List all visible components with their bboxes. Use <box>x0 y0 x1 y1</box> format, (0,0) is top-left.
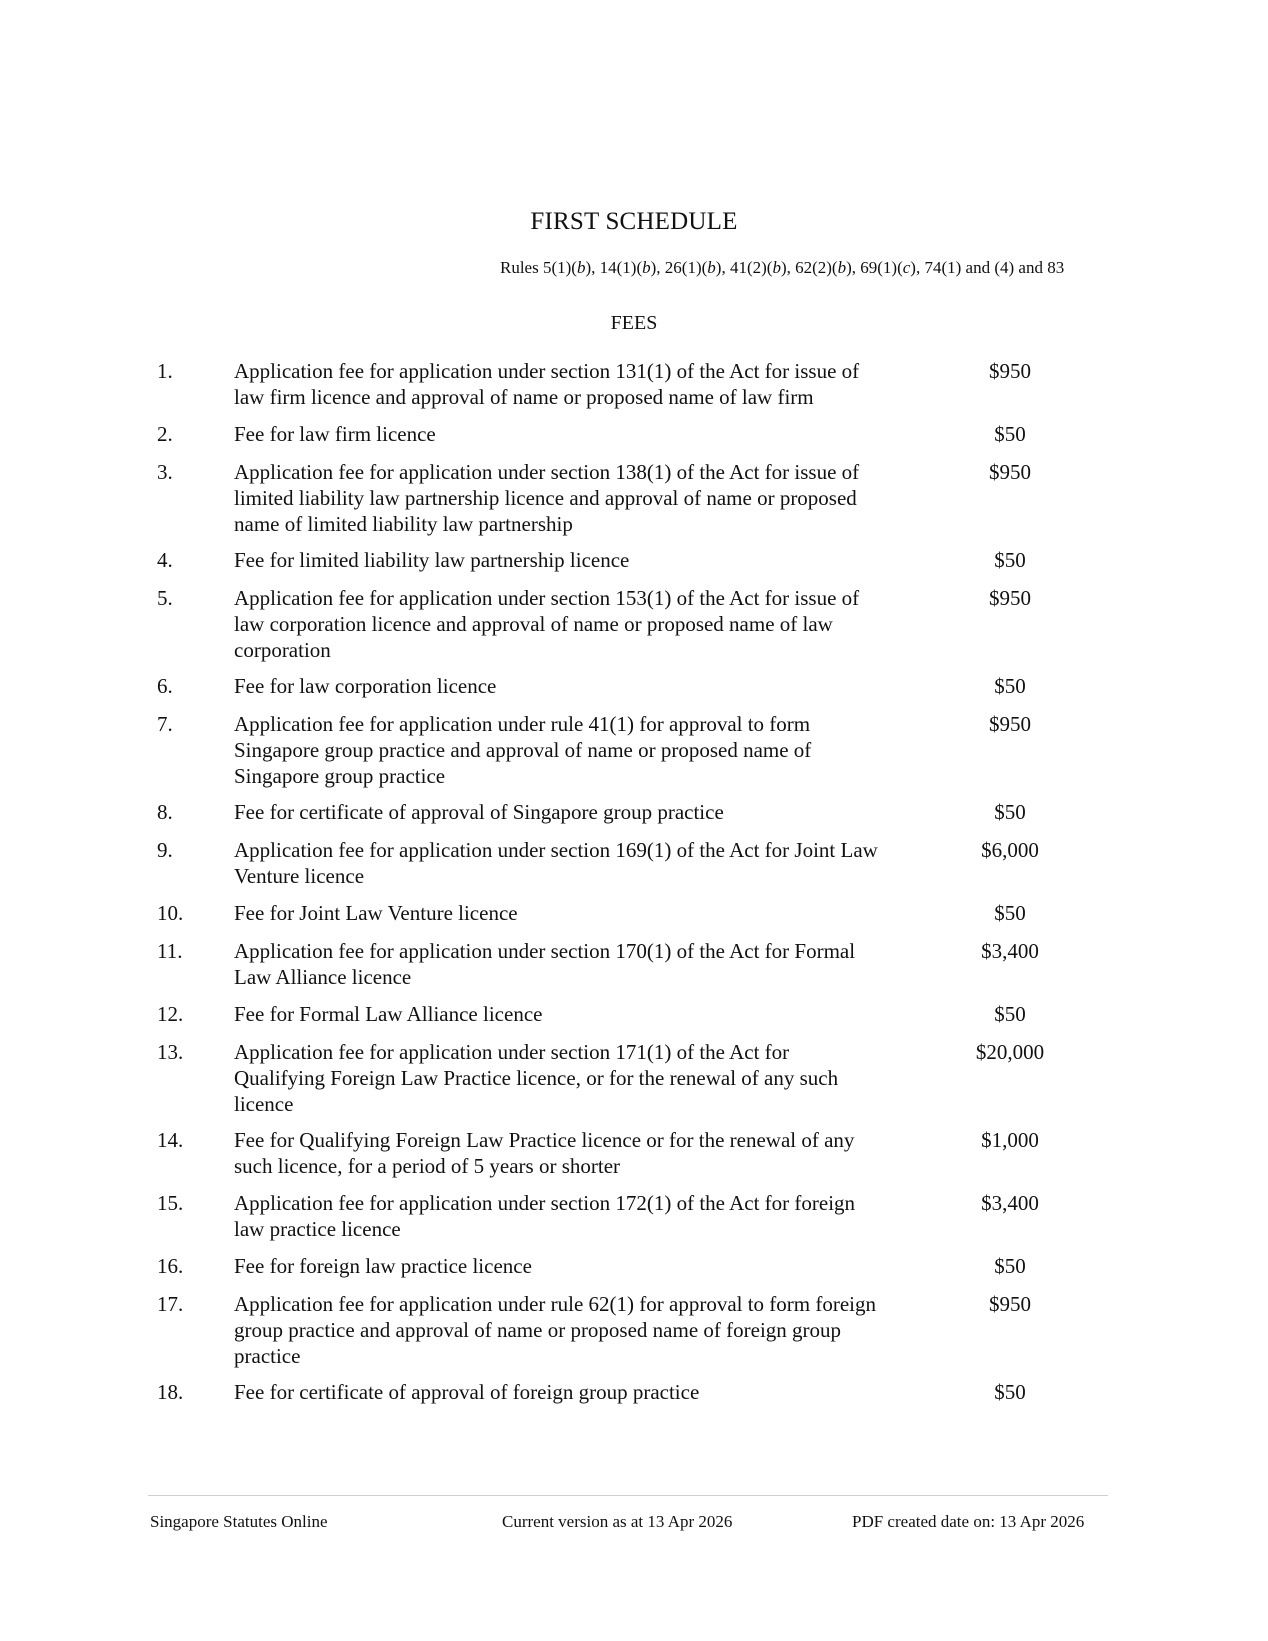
fee-item-number: 13. <box>157 1040 184 1064</box>
fee-item-number: 6. <box>157 674 173 698</box>
rules-reference-segment: b <box>837 258 847 277</box>
fee-amount: $6,000 <box>981 838 1039 862</box>
fee-item-number: 12. <box>157 1002 184 1026</box>
fee-description: Application fee for application under section 138(1) of the Act for issue of limited liability law partnership licence and approval of name or proposed name of limited liability law partnership <box>234 460 860 536</box>
rules-reference-segment: ), 69(1)( <box>846 258 903 277</box>
rules-reference-segment: ), 62(2)( <box>780 258 838 277</box>
footer-created-date: PDF created date on: 13 Apr 2026 <box>852 1512 1085 1531</box>
fee-amount: $50 <box>994 1254 1026 1278</box>
rules-reference-segment: c <box>902 258 911 277</box>
fee-description: Fee for certificate of approval of Singapore group practice <box>234 800 724 824</box>
footer-version: Current version as at 13 Apr 2026 <box>502 1512 733 1531</box>
fee-amount: $950 <box>989 359 1031 383</box>
fee-amount: $50 <box>994 901 1026 925</box>
fee-item-number: 8. <box>157 800 173 824</box>
fee-item-number: 2. <box>157 422 173 446</box>
rules-reference-segment: Rules 5(1)( <box>500 258 577 277</box>
fee-description: Application fee for application under section 171(1) of the Act for Qualifying Foreign Law Practice licence, or for the renewal of any such licence <box>234 1040 839 1116</box>
rules-reference-segment: ), 74(1) and (4) and 83 <box>910 258 1065 277</box>
fee-description: Fee for limited liability law partnership licence <box>234 548 630 572</box>
fee-description: Fee for Qualifying Foreign Law Practice licence or for the renewal of any such licence, for a period of 5 years or shorter <box>234 1128 855 1178</box>
fee-amount: $1,000 <box>981 1128 1039 1152</box>
rules-reference-segment: ), 14(1)( <box>585 258 643 277</box>
fee-amount: $50 <box>994 422 1026 446</box>
fee-description: Application fee for application under rule 41(1) for approval to form Singapore group practice and approval of name or proposed name of Singapore group practice <box>234 712 812 788</box>
rules-reference-segment: b <box>772 258 781 277</box>
fee-description: Fee for foreign law practice licence <box>234 1254 532 1278</box>
footer-divider <box>148 1495 1108 1496</box>
rules-reference-segment: ), 41(2)( <box>715 258 773 277</box>
fee-item-number: 14. <box>157 1128 184 1152</box>
fee-amount: $950 <box>989 586 1031 610</box>
rules-reference-segment: b <box>576 258 586 277</box>
rules-reference-segment: b <box>642 258 651 277</box>
fee-description: Application fee for application under section 169(1) of the Act for Joint Law Venture licence <box>234 838 878 888</box>
fee-amount: $950 <box>989 712 1031 736</box>
fee-item-number: 11. <box>157 939 183 963</box>
footer-source: Singapore Statutes Online <box>150 1512 328 1531</box>
fee-amount: $20,000 <box>975 1040 1045 1064</box>
fee-description: Fee for Formal Law Alliance licence <box>234 1002 543 1026</box>
fee-description: Application fee for application under section 170(1) of the Act for Formal Law Alliance licence <box>234 939 856 989</box>
fee-item-number: 1. <box>157 359 173 383</box>
fee-item-number: 15. <box>157 1191 184 1215</box>
fee-description: Application fee for application under section 153(1) of the Act for issue of law corporation licence and approval of name or proposed name of law corporation <box>234 586 860 662</box>
fee-description: Fee for Joint Law Venture licence <box>234 901 518 925</box>
schedule-title: FIRST SCHEDULE <box>530 208 738 235</box>
fee-item-number: 5. <box>157 586 173 610</box>
section-heading: FEES <box>610 312 658 334</box>
fee-amount: $3,400 <box>981 1191 1039 1215</box>
fee-item-number: 17. <box>157 1292 184 1316</box>
fee-amount: $950 <box>989 1292 1031 1316</box>
fee-description: Fee for law corporation licence <box>234 674 497 698</box>
fee-amount: $50 <box>994 1380 1026 1404</box>
fee-amount: $50 <box>994 548 1026 572</box>
fee-description: Fee for certificate of approval of foreign group practice <box>234 1380 700 1404</box>
fee-item-number: 4. <box>157 548 173 572</box>
fee-amount: $50 <box>994 800 1026 824</box>
fee-description: Fee for law firm licence <box>234 422 436 446</box>
fee-item-number: 18. <box>157 1380 184 1404</box>
fee-amount: $50 <box>994 1002 1026 1026</box>
fee-item-number: 10. <box>157 901 184 925</box>
fee-item-number: 16. <box>157 1254 184 1278</box>
fee-item-number: 7. <box>157 712 173 736</box>
fee-description: Application fee for application under section 131(1) of the Act for issue of law firm licence and approval of name or proposed name of law firm <box>234 359 860 409</box>
fee-description: Application fee for application under section 172(1) of the Act for foreign law practice licence <box>234 1191 856 1241</box>
rules-reference-segment: b <box>707 258 716 277</box>
fee-description: Application fee for application under rule 62(1) for approval to form foreign group practice and approval of name or proposed name of foreign group practice <box>234 1292 877 1368</box>
fee-amount: $3,400 <box>981 939 1039 963</box>
fee-item-number: 9. <box>157 838 173 862</box>
rules-reference <box>500 258 1064 278</box>
fee-amount: $950 <box>989 460 1031 484</box>
fee-item-number: 3. <box>157 460 173 484</box>
fee-amount: $50 <box>994 674 1026 698</box>
rules-reference-segment: ), 26(1)( <box>650 258 708 277</box>
